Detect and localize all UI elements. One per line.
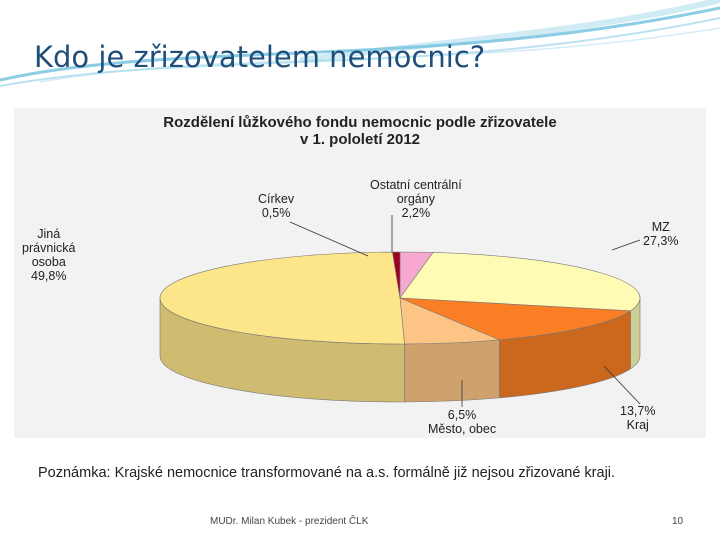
slice-label-jina xyxy=(22,227,76,283)
slide-title: Kdo je zřizovatelem nemocnic? xyxy=(34,40,486,74)
chart-panel xyxy=(14,108,706,438)
slice-label-ostatni xyxy=(370,178,462,220)
slice-value-jina: 49,8% xyxy=(31,269,67,283)
slice-value-ostatni: 2,2% xyxy=(401,206,431,220)
slice-value-kraj: 13,7% xyxy=(620,404,656,418)
slice-label-cirkev xyxy=(258,192,294,220)
slice-name-mz: MZ xyxy=(651,220,670,234)
slice-name-ostatni-line2: orgány xyxy=(396,192,435,206)
slice-name-kraj: Kraj xyxy=(626,418,649,432)
slice-name-ostatni-line1: Ostatní centrální xyxy=(370,178,462,192)
slice-name-cirkev: Církev xyxy=(258,192,295,206)
slice-value-mz: 27,3% xyxy=(643,234,679,248)
page-number: 10 xyxy=(672,516,684,527)
slice-name-mesto: Město, obec xyxy=(428,422,497,436)
slice-name-jina-line2: právnická xyxy=(22,241,76,255)
slide-footer: MUDr. Milan Kubek - prezident ČLK xyxy=(210,516,369,527)
chart-title-line1: Rozdělení lůžkového fondu nemocnic podle zřizovatele xyxy=(163,114,557,131)
slice-name-jina-line3: osoba xyxy=(31,255,66,269)
slice-label-mz xyxy=(643,220,678,248)
chart-title-line2: v 1. pololetí 2012 xyxy=(299,131,421,148)
slice-label-mesto xyxy=(428,408,496,436)
slice-name-jina-line1: Jiná xyxy=(37,227,61,241)
slice-value-cirkev: 0,5% xyxy=(261,206,291,220)
slide-note: Poznámka: Krajské nemocnice transformované na a.s. formálně již nejsou zřizované kraji. xyxy=(38,465,616,481)
slice-label-kraj xyxy=(620,404,655,432)
slice-value-mesto: 6,5% xyxy=(447,408,477,422)
